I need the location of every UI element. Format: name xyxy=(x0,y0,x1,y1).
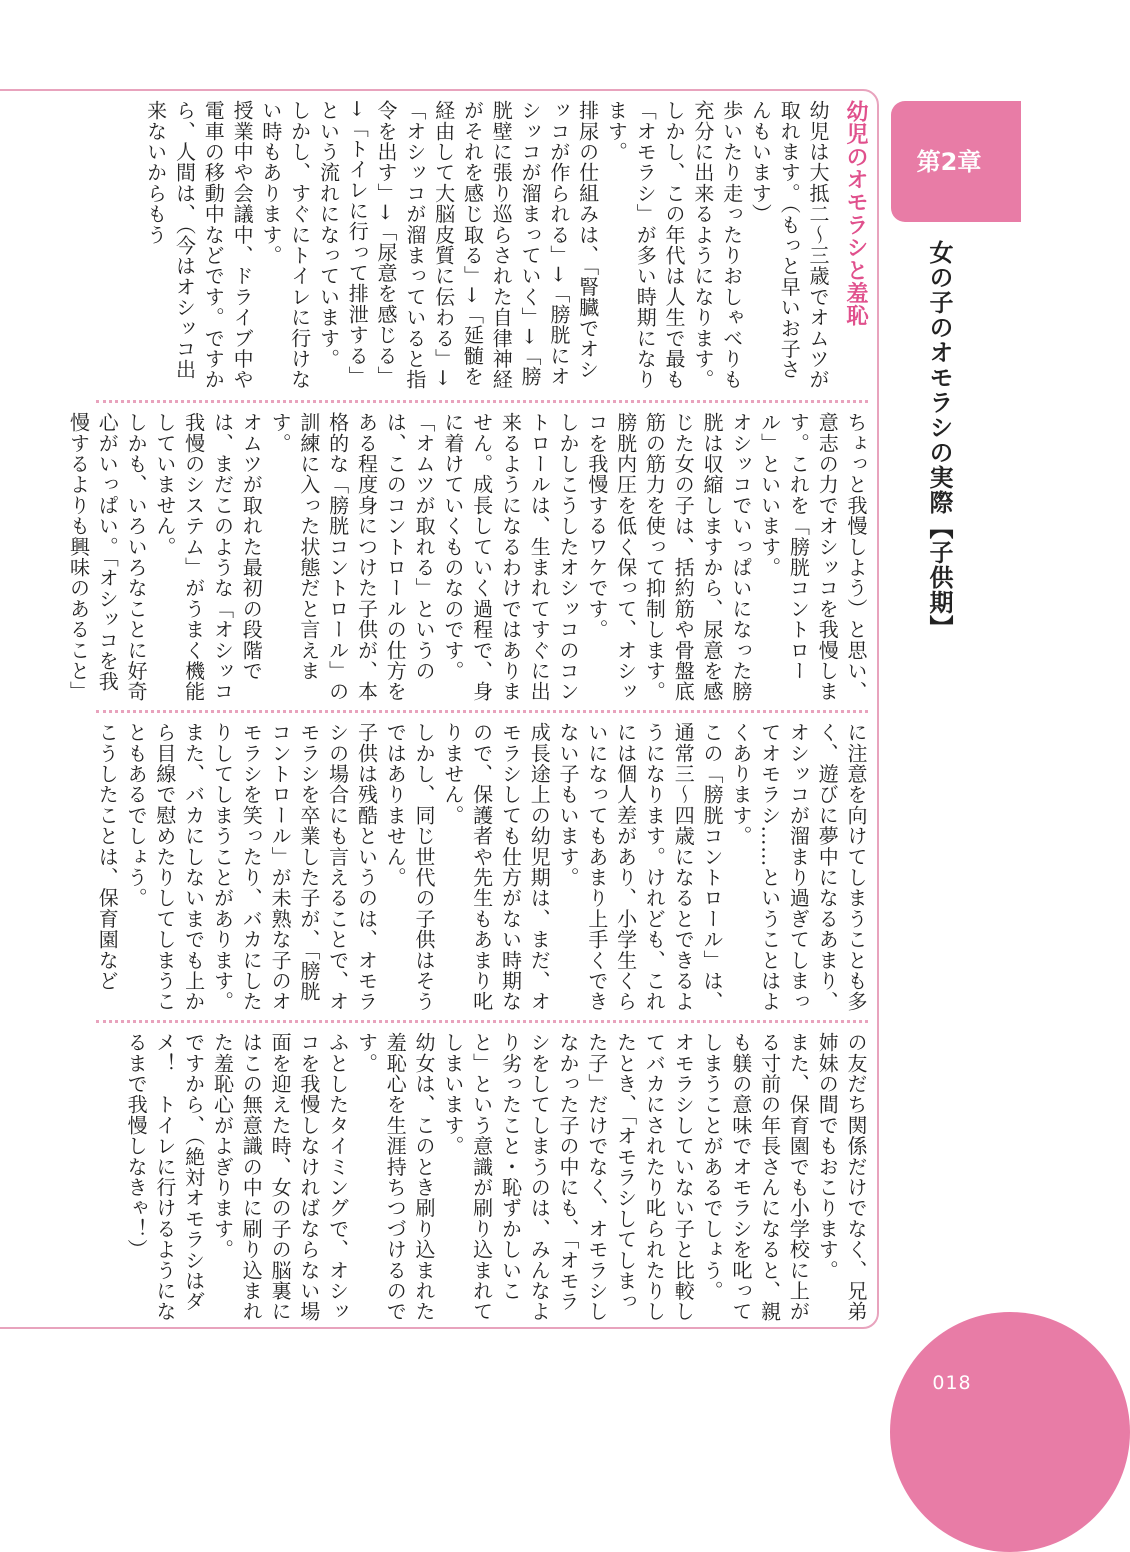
paragraph: オムツが取れた最初の段階では、まだこのような「オシッコ我慢のシステム」がうまく機能していません。 xyxy=(152,412,264,702)
text-block-4 xyxy=(96,1032,870,1322)
paragraph: 幼女は、このとき刷り込まれた羞恥心を生涯持ちつづけるのです。 xyxy=(354,1032,437,1322)
paragraph: しかし、すぐにトイレに行けない時もあります。 xyxy=(258,100,312,390)
text-block-2 xyxy=(66,412,870,704)
section-title: 幼児のオモラシと羞恥 xyxy=(843,100,868,327)
paragraph: ちょっと我慢しよう）と思い、意志の力でオシッコを我慢します。これを「膀胱コントロール」といいます。 xyxy=(757,412,868,702)
chapter-subtitle: 【子供期】 xyxy=(925,515,953,640)
paragraph: この「膀胱コントロール」は、通常三〜四歳になるとできるようになります。けれども、これには個人差があり、小学生くらいになってもあまり上手くできない子もいます。 xyxy=(556,722,725,1012)
paragraph: ふとしたタイミングで、オシッコを我慢しなければならない場面を迎えた時、女の子の脳裏にはこの無意識の中に刷り込まれた羞恥心がよぎります。 xyxy=(210,1032,350,1322)
paragraph: 歩いたり走ったりおしゃべりも充分に出来るようになります。しかし、この年代は人生で最も「オモラシ」が多い時期になります。 xyxy=(604,100,744,390)
page-number: 018 xyxy=(932,1372,972,1394)
paragraph: また、保育園でも小学校に上がる寸前の年長さんになると、親も躾の意味でオモラシを叱ってしまうことがあるでしょう。 xyxy=(700,1032,811,1322)
paragraph: 「オムツが取れる」というのは、このコントロールの仕方をある程度身につけた子供が、本格的な「膀胱コントロール」の訓練に入った状態だと言えます。 xyxy=(268,412,437,702)
paragraph: しかも、いろいろなことに好奇心がいっぱい。「オシッコを我慢するよりも興味のあること」 xyxy=(66,412,149,702)
paragraph: オモラシしていない子と比較してバカにされたり叱られたりしたとき、「オモラシしてしまった子」だけでなく、オモラシしなかった子の中にも、「オモラシをしてしまうのは、みんなより劣ったこと・恥ずかしいこと」という意識が刷り込まれてしまいます。 xyxy=(440,1032,696,1322)
page-corner xyxy=(890,1312,1130,1552)
paragraph: しかしこうしたオシッコのコントロールは、生まれてすぐに出来るようになるわけではありません。成長していく過程で、身に着けていくものなのです。 xyxy=(440,412,581,702)
paragraph: オシッコでいっぱいになった膀胱は収縮しますから、尿意を感じた女の子は、括約筋や骨盤底筋の筋力を使って抑制します。膀胱内圧を低く保って、オシッコを我慢するワケです。 xyxy=(584,412,753,702)
chapter-title-text: 女の子のオモラシの実際 xyxy=(925,240,953,515)
paragraph: の友だち関係だけでなく、兄弟姉妹の間でもおこります。 xyxy=(815,1032,868,1322)
chapter-title xyxy=(922,240,957,660)
text-block-3 xyxy=(96,722,870,1014)
paragraph: 子供は残酷というのは、オモラシの場合にも言えることで、オモラシを卒業した子が、「膀胱コントロール」が未熟な子のオモラシを笑ったり、バカにしたりしてしまうことがあります。 xyxy=(210,722,379,1012)
paragraph: 成長途上の幼児期は、まだ、オモラシしても仕方がない時期なので、保護者や先生もあまり叱りません。 xyxy=(440,722,552,1012)
section-divider xyxy=(96,710,868,713)
paragraph: 排尿の仕組みは、「腎臓でオシッコが作られる」→「膀胱にオシッコが溜まっていく」→「膀胱壁に張り巡らされた自律神経がそれを感じ取る」→「延髄を経由して大脳皮質に伝わる」→「オシッコが溜まっていると指令を出す」→「尿意を感じる」→「トイレに行って排泄する」という流れになっています。 xyxy=(316,100,600,390)
paragraph: また、バカにしないまでも上から目線で慰めたりしてしまうこともあるでしょう。 xyxy=(124,722,206,1012)
text-block-1 xyxy=(96,100,870,390)
paragraph: に注意を向けてしまうことも多く、遊びに夢中になるあまり、オシッコが溜まり過ぎてしまってオモラシ……ということはよくあります。 xyxy=(728,722,868,1012)
paragraph: しかし、同じ世代の子供はそうではありません。 xyxy=(383,722,437,1012)
section-divider xyxy=(96,1020,868,1023)
paragraph: ですから、（絶対オモラシはダメ！ トイレに行けるようになるまで我慢しなきゃ！） xyxy=(124,1032,206,1322)
paragraph: 授業中や会議中、ドライブ中や電車の移動中などです。ですから、人間は、（今はオシッコ出来ないからもう xyxy=(143,100,255,390)
section-divider xyxy=(96,400,868,403)
chapter-label: 第2章 xyxy=(916,148,982,176)
paragraph: 幼児は大抵二〜三歳でオムツが取れます。（もっと早いお子さんもいます） xyxy=(748,100,830,390)
paragraph: こうしたことは、保育園など xyxy=(95,722,120,992)
